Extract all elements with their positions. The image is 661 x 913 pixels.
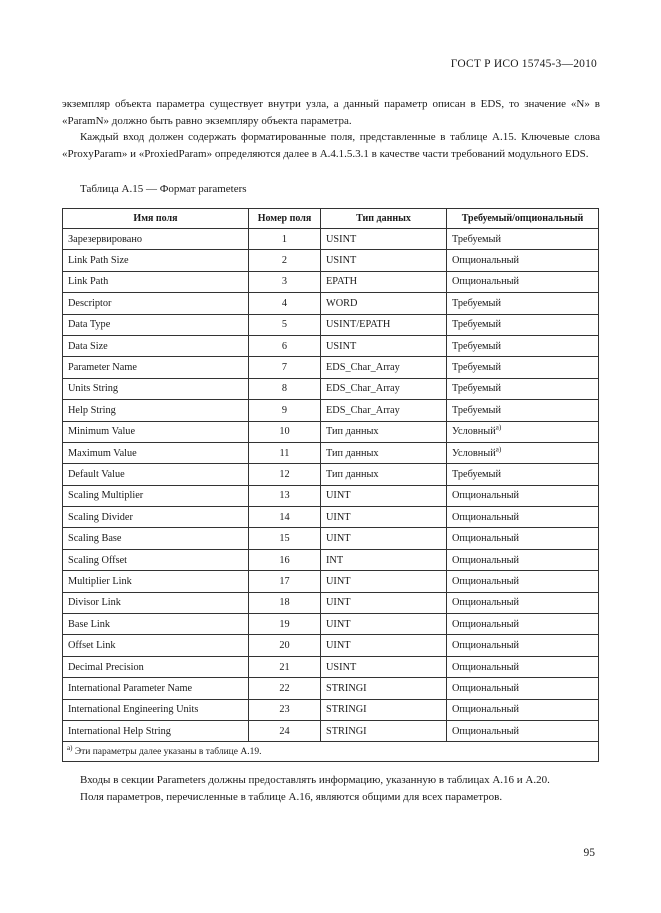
cell-required-text: Опциональный: [452, 725, 520, 737]
cell-required-text: Опциональный: [452, 597, 520, 609]
cell-field-name-text: Scaling Offset: [68, 554, 128, 566]
cell-field-number: [249, 571, 321, 592]
cell-field-number: [249, 485, 321, 506]
cell-required: [447, 549, 599, 570]
table-row: [63, 720, 599, 741]
cell-data-type: [321, 485, 447, 506]
cell-field-name: [63, 635, 249, 656]
cell-data-type-text: USINT: [326, 661, 357, 673]
table-row: [63, 314, 599, 335]
cell-field-number: [249, 421, 321, 442]
cell-field-number-text: 9: [281, 404, 288, 416]
table-row: [63, 442, 599, 463]
cell-field-name-text: International Parameter Name: [68, 682, 193, 694]
cell-field-name-text: Scaling Multiplier: [68, 490, 144, 502]
cell-field-number-text: 18: [279, 597, 290, 609]
table-row: [63, 699, 599, 720]
cell-field-name-text: Link Path: [68, 276, 109, 288]
cell-required-text: Опциональный: [452, 661, 520, 673]
cell-required-text: Условный: [452, 426, 496, 438]
cell-field-number-text: 6: [281, 340, 288, 352]
cell-required: [447, 528, 599, 549]
cell-field-number-text: 2: [281, 255, 288, 267]
cell-field-number: [249, 229, 321, 250]
cell-field-name: [63, 571, 249, 592]
table-row: [63, 614, 599, 635]
cell-required: [447, 571, 599, 592]
cell-required: [447, 400, 599, 421]
cell-field-name: [63, 720, 249, 741]
cell-data-type: [321, 720, 447, 741]
cell-data-type: [321, 229, 447, 250]
cell-field-name: [63, 549, 249, 570]
cell-data-type: [321, 507, 447, 528]
cell-field-number-text: 8: [281, 383, 288, 395]
table-row: [63, 464, 599, 485]
table-row: [63, 250, 599, 271]
cell-data-type-text: EDS_Char_Array: [326, 362, 400, 374]
cell-required-text: Требуемый: [452, 468, 501, 480]
cell-field-name-text: Maximum Value: [68, 447, 137, 459]
cell-data-type-text: STRINGI: [326, 725, 367, 737]
table-row: [63, 229, 599, 250]
paragraph-common-fields: Поля параметров, перечисленные в таблице А.16, являются общими для всех параметров.: [80, 791, 503, 803]
cell-field-name-text: Parameter Name: [68, 362, 137, 374]
footnote-reference: a): [495, 445, 502, 454]
cell-field-number-text: 21: [279, 661, 290, 673]
column-header-required: Требуемый/опциональный: [447, 209, 599, 229]
table-row: [63, 678, 599, 699]
cell-field-number-text: 23: [279, 704, 290, 716]
footnote-text: Эти параметры далее указаны в таблице А.19.: [74, 746, 262, 757]
cell-required: [447, 592, 599, 613]
cell-required-text: Опциональный: [452, 533, 520, 545]
cell-data-type: [321, 549, 447, 570]
table-row: [63, 335, 599, 356]
cell-data-type-text: EDS_Char_Array: [326, 383, 400, 395]
cell-field-name-text: Scaling Divider: [68, 511, 133, 523]
cell-data-type: [321, 421, 447, 442]
page-number: 95: [583, 847, 595, 859]
cell-data-type: [321, 400, 447, 421]
cell-field-number: [249, 250, 321, 271]
cell-required-text: Опциональный: [452, 511, 520, 523]
paragraph-fields: Каждый вход должен содержать форматированные поля, представленные в таблице А.15. Ключевые слова «ProxyParam» и «ProxiedParam» определяются далее в А.4.1.5.3.1 в качестве части требований модульного EDS.: [62, 131, 600, 160]
cell-required-text: Требуемый: [452, 362, 501, 374]
cell-required: [447, 720, 599, 741]
cell-field-number-text: 19: [279, 618, 290, 630]
cell-field-name: [63, 528, 249, 549]
cell-data-type-text: UINT: [326, 640, 351, 652]
column-header-number: Номер поля: [249, 209, 321, 229]
cell-required-text: Требуемый: [452, 340, 501, 352]
cell-field-number: [249, 314, 321, 335]
cell-required: [447, 229, 599, 250]
cell-data-type-text: UINT: [326, 490, 351, 502]
cell-required-text: Требуемый: [452, 383, 501, 395]
table-row: [63, 293, 599, 314]
cell-required-text: Опциональный: [452, 640, 520, 652]
cell-field-name-text: Data Size: [68, 340, 108, 352]
cell-field-name: [63, 271, 249, 292]
cell-field-name: [63, 699, 249, 720]
cell-data-type: [321, 442, 447, 463]
cell-data-type: [321, 635, 447, 656]
cell-data-type-text: UINT: [326, 511, 351, 523]
column-header-type: Тип данных: [321, 209, 447, 229]
table-footnote: [63, 742, 599, 762]
cell-required-text: Опциональный: [452, 276, 520, 288]
cell-data-type: [321, 678, 447, 699]
cell-required: [447, 699, 599, 720]
cell-field-number: [249, 549, 321, 570]
cell-field-name-text: International Engineering Units: [68, 704, 199, 716]
cell-data-type-text: STRINGI: [326, 704, 367, 716]
cell-field-number: [249, 335, 321, 356]
cell-data-type-text: UINT: [326, 597, 351, 609]
cell-field-number-text: 16: [279, 554, 290, 566]
cell-data-type: [321, 571, 447, 592]
cell-required-text: Требуемый: [452, 319, 501, 331]
cell-required: [447, 378, 599, 399]
footnote-reference: a): [495, 423, 502, 432]
cell-data-type: [321, 357, 447, 378]
document-header: ГОСТ Р ИСО 15745-3—2010: [450, 58, 597, 70]
cell-data-type: [321, 314, 447, 335]
cell-field-name-text: Data Type: [68, 319, 111, 331]
cell-data-type-text: USINT/EPATH: [326, 319, 391, 331]
cell-data-type-text: Тип данных: [326, 468, 379, 480]
cell-field-name-text: Units String: [68, 383, 119, 395]
cell-required-text: Условный: [452, 447, 496, 459]
cell-field-name-text: Scaling Base: [68, 533, 122, 545]
cell-data-type-text: USINT: [326, 233, 357, 245]
cell-required: [447, 656, 599, 677]
cell-field-name: [63, 442, 249, 463]
cell-field-number: [249, 378, 321, 399]
column-header-name: Имя поля: [63, 209, 249, 229]
cell-field-number-text: 1: [281, 233, 288, 245]
table-row: [63, 378, 599, 399]
cell-required: [447, 635, 599, 656]
table-row: [63, 656, 599, 677]
cell-data-type: [321, 464, 447, 485]
cell-field-name-text: International Help String: [68, 725, 171, 737]
paragraph-parameters-section: Входы в секции Parameters должны предоставлять информацию, указанную в таблицах А.16 и А.20.: [80, 774, 550, 786]
footnote-mark: a): [67, 743, 73, 752]
cell-required: [447, 335, 599, 356]
cell-data-type: [321, 528, 447, 549]
cell-field-number: [249, 528, 321, 549]
cell-data-type-text: USINT: [326, 255, 357, 267]
cell-data-type-text: UINT: [326, 533, 351, 545]
cell-field-name-text: Minimum Value: [68, 426, 136, 438]
cell-required: [447, 357, 599, 378]
cell-field-number: [249, 293, 321, 314]
cell-required: [447, 442, 599, 463]
cell-field-number-text: 22: [279, 682, 290, 694]
table-row: [63, 592, 599, 613]
table-row: [63, 485, 599, 506]
cell-data-type: [321, 335, 447, 356]
cell-field-number: [249, 464, 321, 485]
cell-field-name-text: Offset Link: [68, 640, 116, 652]
cell-field-name: [63, 229, 249, 250]
cell-required: [447, 464, 599, 485]
cell-field-name: [63, 464, 249, 485]
cell-field-name: [63, 293, 249, 314]
cell-field-number-text: 4: [281, 297, 288, 309]
cell-required-text: Требуемый: [452, 404, 501, 416]
cell-field-name-text: Зарезервировано: [68, 233, 142, 245]
cell-data-type: [321, 250, 447, 271]
cell-field-number-text: 3: [281, 276, 288, 288]
cell-field-name: [63, 656, 249, 677]
cell-data-type-text: EPATH: [326, 276, 358, 288]
cell-data-type-text: EDS_Char_Array: [326, 404, 400, 416]
cell-field-name: [63, 250, 249, 271]
cell-field-number: [249, 614, 321, 635]
cell-data-type-text: Тип данных: [326, 447, 379, 459]
cell-field-name-text: Multiplier Link: [68, 575, 132, 587]
table-row: [63, 549, 599, 570]
table-row: [63, 528, 599, 549]
cell-required: [447, 485, 599, 506]
table-row: [63, 507, 599, 528]
table-row: [63, 571, 599, 592]
cell-data-type-text: USINT: [326, 340, 357, 352]
cell-required-text: Опциональный: [452, 255, 520, 267]
cell-required: [447, 314, 599, 335]
cell-field-number-text: 10: [279, 426, 290, 438]
cell-field-number-text: 12: [279, 468, 290, 480]
cell-data-type: [321, 699, 447, 720]
cell-field-name: [63, 614, 249, 635]
cell-field-number: [249, 656, 321, 677]
cell-required-text: Опциональный: [452, 704, 520, 716]
cell-field-name: [63, 421, 249, 442]
cell-data-type-text: UINT: [326, 618, 351, 630]
paragraph-intro: экземпляр объекта параметра существует внутри узла, а данный параметр описан в EDS, то значение «N» в «ParamN» должно быть равно экземпляру объекта параметра.: [62, 98, 600, 127]
table-row: [63, 421, 599, 442]
cell-field-number: [249, 507, 321, 528]
cell-field-number-text: 7: [281, 362, 288, 374]
cell-required: [447, 678, 599, 699]
cell-field-name: [63, 378, 249, 399]
cell-field-number: [249, 635, 321, 656]
cell-required-text: Опциональный: [452, 575, 520, 587]
cell-field-name: [63, 400, 249, 421]
cell-data-type: [321, 614, 447, 635]
cell-field-name-text: Link Path Size: [68, 255, 129, 267]
cell-field-number-text: 17: [279, 575, 290, 587]
cell-field-name-text: Descriptor: [68, 297, 112, 309]
cell-field-number-text: 20: [279, 640, 290, 652]
cell-required: [447, 421, 599, 442]
cell-field-name: [63, 507, 249, 528]
cell-field-number: [249, 442, 321, 463]
cell-field-number-text: 5: [281, 319, 288, 331]
table-caption: Таблица А.15 — Формат parameters: [80, 183, 247, 195]
table-footnote-row: [63, 742, 599, 762]
cell-required-text: Опциональный: [452, 682, 520, 694]
cell-field-name-text: Help String: [68, 404, 116, 416]
cell-required: [447, 293, 599, 314]
cell-field-name-text: Divisor Link: [68, 597, 121, 609]
cell-field-name: [63, 592, 249, 613]
cell-data-type: [321, 378, 447, 399]
cell-field-name: [63, 335, 249, 356]
cell-field-number: [249, 678, 321, 699]
cell-required-text: Опциональный: [452, 490, 520, 502]
cell-required: [447, 250, 599, 271]
parameters-table: [62, 208, 599, 762]
cell-required-text: Требуемый: [452, 297, 501, 309]
cell-field-name: [63, 678, 249, 699]
table-header-row: [63, 209, 599, 229]
cell-required-text: Опциональный: [452, 554, 520, 566]
cell-data-type: [321, 656, 447, 677]
cell-field-name-text: Decimal Precision: [68, 661, 144, 673]
cell-field-number: [249, 699, 321, 720]
table-row: [63, 635, 599, 656]
cell-data-type: [321, 592, 447, 613]
cell-data-type: [321, 293, 447, 314]
cell-field-number-text: 11: [279, 447, 290, 459]
cell-field-name: [63, 314, 249, 335]
cell-field-number: [249, 592, 321, 613]
table-row: [63, 271, 599, 292]
cell-data-type: [321, 271, 447, 292]
cell-field-number: [249, 720, 321, 741]
cell-required: [447, 614, 599, 635]
cell-field-number-text: 15: [279, 533, 290, 545]
cell-field-number: [249, 400, 321, 421]
table-row: [63, 400, 599, 421]
cell-field-number: [249, 357, 321, 378]
cell-data-type-text: UINT: [326, 575, 351, 587]
cell-field-name: [63, 357, 249, 378]
cell-field-number-text: 13: [279, 490, 290, 502]
cell-required-text: Опциональный: [452, 618, 520, 630]
cell-data-type-text: WORD: [326, 297, 358, 309]
cell-field-number-text: 14: [279, 511, 290, 523]
cell-required-text: Требуемый: [452, 233, 501, 245]
cell-field-name: [63, 485, 249, 506]
table-row: [63, 357, 599, 378]
cell-required: [447, 507, 599, 528]
cell-field-name-text: Base Link: [68, 618, 111, 630]
cell-data-type-text: INT: [326, 554, 344, 566]
cell-field-number-text: 24: [279, 725, 290, 737]
cell-data-type-text: Тип данных: [326, 426, 379, 438]
cell-data-type-text: STRINGI: [326, 682, 367, 694]
cell-field-number: [249, 271, 321, 292]
cell-field-name-text: Default Value: [68, 468, 125, 480]
cell-required: [447, 271, 599, 292]
